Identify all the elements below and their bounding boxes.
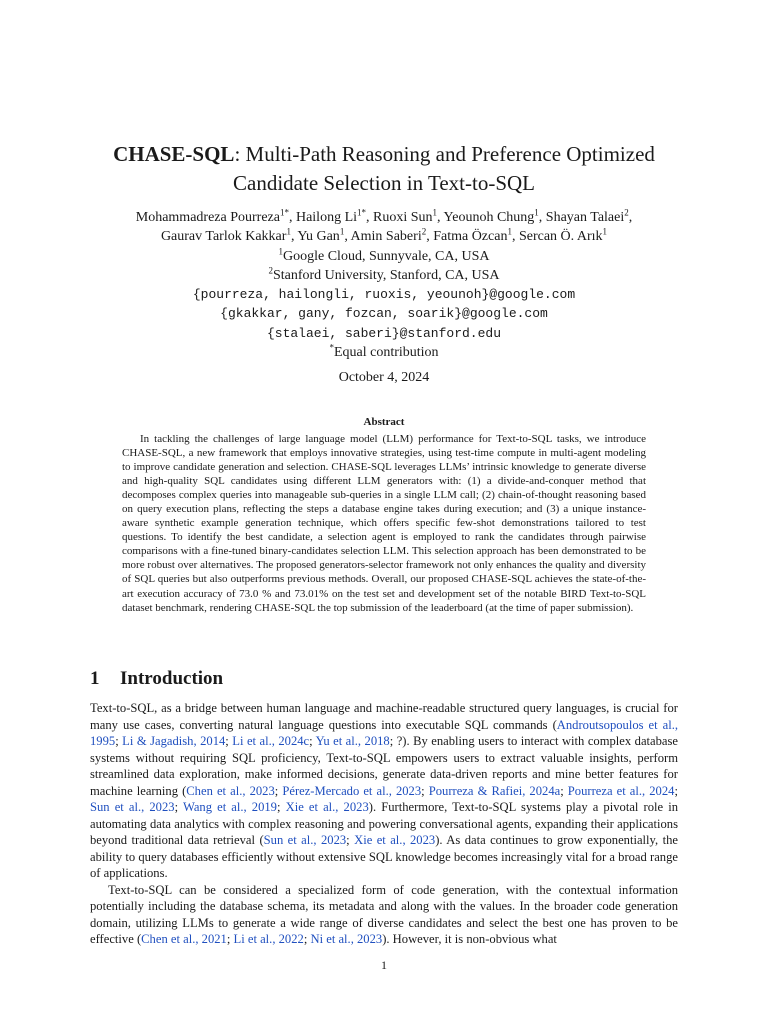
paper-date: October 4, 2024: [338, 370, 430, 385]
citation-link[interactable]: Chen et al., 2021: [141, 932, 227, 946]
abstract-text: In tackling the challenges of large language model (LLM) performance for Text-to-SQL tasks, we introduce CHASE-SQL, a new framework that employs innovative strategies, using test-time compute in multi-agent modeling to improve candidate generation and selection. CHASE-SQL leverages LLMs’ intrinsic knowledge to generate diverse and high-quality SQL candidates using different LLM generators with: (1) a divide-and-conquer method that decomposes complex queries into manageable sub-queries in a single LLM call; (2) chain-of-thought reasoning based on query execution plans, reflecting the steps a database engine takes during execution; and (3) a unique instance-aware synthetic example generation technique, which offers specific few-shot demonstrations tailored to test questions. To identify the best candidate, a selection agent is employed to rank the candidates through pairwise comparisons with a fine-tuned binary-candidates selection LLM. This selection approach has been demonstrated to be more robust over alternatives. The proposed generators-selector framework not only enhances the quality and diversity of SQL queries but also outperforms previous methods. Overall, our proposed CHASE-SQL achieves the state-of-the-art execution accuracy of 73.0 % and 73.01% on the test set and development set of the notable BIRD Text-to-SQL dataset benchmark, rendering CHASE-SQL the top submission of the leaderboard (at the time of paper submission).: [122, 433, 646, 614]
para-text: Text-to-SQL can be considered a specialized form of code generation, with the contextual information potentially including the database schema, its metadata and along with the values. In the broader code generation domain, utilizing LLMs to generate a wide range of diverse candidates and select the best one has proven to be effective (: [90, 882, 678, 946]
citation-link[interactable]: Sun et al., 2023: [263, 833, 347, 847]
email-line-1: {pourreza, hailongli, ruoxis, yeounoh}@google.com: [192, 287, 576, 303]
introduction-body: [90, 700, 678, 948]
author-name: Hailong Li: [295, 210, 358, 225]
paragraph-2: [90, 882, 678, 948]
page-number: 1: [381, 958, 387, 972]
citation-link[interactable]: Li et al., 2024c: [232, 734, 310, 748]
abstract-heading: Abstract: [363, 416, 405, 428]
author-affil-mark: 1: [602, 226, 608, 237]
author-block: [60, 208, 708, 362]
citation-link[interactable]: Sun et al., 2023: [90, 800, 175, 814]
citation-link[interactable]: Chen et al., 2023: [186, 783, 275, 798]
author-name: Shayan Talaei: [545, 210, 625, 225]
para-text: ;: [346, 833, 355, 847]
citation-link[interactable]: Li et al., 2022: [233, 932, 304, 946]
affiliation-text: Google Cloud, Sunnyvale, CA, USA: [283, 248, 490, 264]
author-affil-mark: 1: [432, 207, 438, 218]
para-text: ;: [674, 783, 678, 798]
para-text: ;: [421, 783, 429, 798]
affiliation-text: Stanford University, Stanford, CA, USA: [272, 267, 500, 283]
para-text: ). As data continues to grow exponentially, the ability to query databases efficiently without extensive SQL knowledge becomes increasingly vital for a broad range of applications.: [90, 833, 678, 880]
title-line1-rest: : Multi-Path Reasoning and Preference Optimized: [234, 142, 655, 166]
citation-link[interactable]: Pérez-Mercado et al., 2023: [282, 783, 422, 798]
equal-contribution-note: [60, 343, 708, 362]
para-text: ; ?). By enabling users to interact with complex database systems without requiring SQL proficiency, Text-to-SQL empowers users to extract valuable insights, perform streamlined data exploration, make informed decisions, generate data-driven reports and mine better features for machine learning (: [90, 734, 679, 798]
author-affil-mark: 1: [286, 226, 291, 237]
author-name: Sercan Ö. Arık: [518, 229, 603, 245]
email-line-3: {stalaei, saberi}@stanford.edu: [266, 325, 502, 341]
citation-link[interactable]: Pourreza et al., 2024: [567, 783, 675, 798]
author-name: Ruoxi Sun: [373, 210, 433, 225]
equal-mark: *: [329, 342, 334, 353]
paper-title: [60, 140, 708, 198]
equal-text: Equal contribution: [333, 345, 439, 361]
author-name: Yu Gan: [297, 229, 340, 245]
para-text: ;: [560, 783, 568, 798]
author-affil-mark: 1: [534, 207, 539, 218]
author-affil-mark: 1: [507, 226, 512, 237]
author-name: Amin Saberi: [350, 229, 422, 245]
para-text: ). However, it is non-obvious what: [382, 932, 557, 946]
citation-link[interactable]: Xie et al., 2023: [354, 833, 436, 847]
author-name: Mohammadreza Pourreza: [135, 210, 280, 225]
author-affil-mark: 1: [339, 226, 345, 237]
citation-link[interactable]: Li & Jagadish, 2014: [122, 734, 226, 748]
section-title: Introduction: [120, 668, 224, 689]
para-text: ;: [274, 783, 283, 798]
para-text: ). Furthermore, Text-to-SQL systems play a pivotal role in automating data analytics with complex reasoning and powering conversational agents, expanding their applications beyond traditional data retrieval (: [90, 800, 678, 847]
affiliation-2: [60, 266, 708, 285]
para-text: Text-to-SQL, as a bridge between human language and machine-readable structured query languages, is crucial for many use cases, converting natural language questions into executable SQL commands (: [90, 701, 678, 732]
para-text: ;: [174, 800, 183, 814]
author-affil-mark: 1*: [357, 207, 367, 218]
para-text: ;: [115, 734, 123, 748]
section-heading: [90, 668, 223, 690]
citation-link[interactable]: Xie et al., 2023: [285, 800, 369, 814]
title-system-name: CHASE-SQL: [113, 142, 235, 166]
citation-link[interactable]: Androutsopoulos et al., 1995: [90, 717, 678, 748]
paragraph-1: [90, 700, 678, 882]
citation-link[interactable]: Wang et al., 2019: [182, 800, 277, 814]
author-affil-mark: 2: [421, 226, 427, 237]
author-name: Fatma Özcan: [433, 229, 508, 245]
author-line-1: Mohammadreza Pourreza$^{1*}$, Hailong $Li^{1*}$, Ruoxi Sun$^1$, Yeounoh Chung$^1$, Shayan Talaei$^2$,: [135, 207, 633, 225]
affil-mark: 1: [278, 245, 283, 256]
author-name: Gaurav Tarlok Kakkar: [160, 229, 287, 245]
citation-link[interactable]: Ni et al., 2023: [310, 932, 383, 946]
author-affil-mark: 1*: [279, 207, 289, 218]
section-number: 1: [90, 668, 100, 689]
para-text: ;: [276, 800, 286, 814]
affiliation-1: [60, 247, 708, 266]
affil-mark: 2: [268, 265, 273, 276]
author-affil-mark: 2: [624, 207, 629, 218]
para-text: ;: [303, 932, 311, 946]
citation-link[interactable]: Pourreza & Rafiei, 2024a: [428, 783, 561, 798]
author-line-2: Gaurav Tarlok Kakkar$^1$, Yu Gan$^1$, Amin Saberi$^2$, Fatma Özcan$^1$, Sercan Ö. Arık$^1$: [160, 226, 608, 245]
citation-link[interactable]: Yu et al., 2018: [315, 734, 390, 748]
para-text: ;: [309, 734, 316, 748]
para-text: ;: [226, 932, 234, 946]
para-text: ;: [225, 734, 233, 748]
title-line2: Candidate Selection in Text-to-SQL: [233, 171, 535, 195]
email-line-2: {gkakkar, gany, fozcan, soarik}@google.com: [220, 306, 548, 322]
author-name: Yeounoh Chung: [443, 210, 535, 225]
